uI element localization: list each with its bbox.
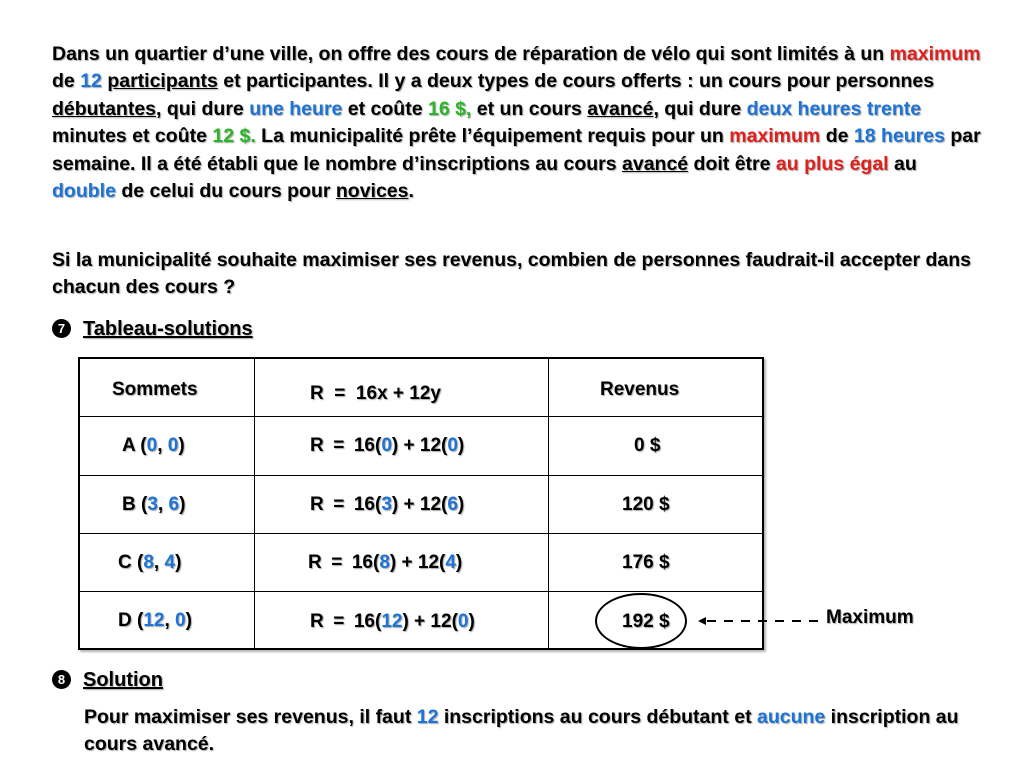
vertex-label: D [118,610,132,631]
table-divider [80,475,762,476]
problem-text: , qui dure [653,97,747,120]
vertex-y: 0 [175,610,186,631]
vertex-x: 12 [143,610,165,631]
highlight-au-plus-egal: au plus égal [775,152,889,175]
highlight-price-16: 16 $, [427,97,472,120]
dashed-arrow-icon [698,614,820,628]
header-sommets: Sommets [112,379,198,400]
formula-part: ) + 12( [402,611,458,632]
vertex-x: 3 [147,494,158,515]
underline-avance: avancé [587,97,654,120]
problem-text: . [408,180,414,203]
formula-cell [310,493,464,517]
vertex-y: 6 [168,494,180,515]
section-heading-solution [52,667,163,693]
highlight-18-heures: 18 heures [853,125,945,148]
problem-statement [52,41,982,205]
table-divider [254,359,255,648]
vertex-y: 0 [167,435,179,456]
formula-eq: = [333,435,345,456]
number-8-badge: 8 [52,670,71,689]
formula-x: 0 [381,435,392,456]
vertex-label: B [122,494,136,515]
formula-part: 16( [353,494,382,515]
number-7-badge: 7 [52,319,71,338]
formula-part: ) [457,435,465,456]
header-formula: R = 16x + 12y [310,383,441,404]
highlight-double: double [52,180,116,203]
highlight-12: 12 [416,706,439,728]
underline-avance: avancé [622,152,689,175]
solution-part: inscription au cours avancé. [84,706,959,756]
formula-eq: = [333,611,345,632]
formula-part: ) [455,552,463,573]
formula-r: R [310,494,324,515]
vertex-label: A [122,435,136,456]
vertex-x: 0 [146,435,158,456]
formula-part: ) + 12( [389,552,446,573]
table-divider [548,359,549,648]
section-title: Solution [83,669,163,691]
highlight-12: 12 [80,70,102,93]
problem-text: et participantes. Il y a deux types de cours offerts : un cours pour personnes [217,70,935,93]
problem-text: par semaine. Il a été établi que le nombre d’inscriptions au cours [52,125,981,175]
vertex-label: C [118,552,132,573]
solution-text [84,704,964,759]
highlight-aucune: aucune [756,706,826,728]
formula-eq: = [333,494,345,515]
formula-cell [308,551,462,575]
problem-text: Dans un quartier d’une ville, on offre des cours de réparation de vélo qui sont limités à un [52,43,890,65]
formula-y: 0 [447,435,458,456]
formula-y: 6 [447,494,458,515]
formula-cell [310,610,475,634]
problem-text: de [820,125,854,148]
problem-text: doit être [688,152,776,175]
revenue-cell: 120 $ [622,494,670,515]
formula-part: ) + 12( [391,494,448,515]
underline-participants: participants [107,70,218,93]
section-heading-tableau [52,316,253,342]
formula-y: 0 [457,611,469,632]
underline-debutantes: débutantes [52,97,157,120]
formula-x: 3 [381,494,392,515]
highlight-price-12: 12 $. [212,125,256,148]
formula-cell [310,434,464,458]
vertex-cell: B (3, 6) [122,494,186,515]
table-divider [80,591,762,592]
formula-part: 16( [351,552,380,573]
formula-part: ) + 12( [391,435,448,456]
formula-part: ) [457,494,465,515]
section-title: Tableau-solutions [83,318,253,340]
formula-x: 12 [381,611,403,632]
highlight-une-heure: une heure [249,97,343,120]
formula-r: R [310,435,324,456]
question-text: Si la municipalité souhaite maximiser ses revenus, combien de personnes faudrait-il accepter dans chacun des cours ? [52,249,971,299]
underline-novices: novices [335,180,409,203]
problem-text: et coûte [342,97,428,120]
table-divider [80,533,762,534]
problem-text: et un cours [471,97,588,120]
problem-text: au [888,152,917,175]
formula-x: 8 [379,552,390,573]
vertex-x: 8 [143,552,154,573]
formula-part: 16( [353,611,382,632]
revenue-cell: 176 $ [622,552,670,573]
solution-part: inscriptions au cours débutant et [438,706,757,728]
formula-r: R [310,611,324,632]
table-divider [80,416,762,417]
solution-part: Pour maximiser ses revenus, il faut [84,706,417,728]
maximum-label: Maximum [826,607,914,628]
formula-y: 4 [445,552,456,573]
vertex-cell: A (0, 0) [122,435,185,456]
problem-text: de celui du cours pour [115,180,336,203]
highlight-maximum: maximum [729,125,821,148]
formula-eq: = [331,552,343,573]
formula-r: R [308,552,322,573]
highlight-deux-heures-trente: deux heures trente [746,97,922,120]
problem-text: minutes et coûte [52,125,213,148]
highlight-maximum: maximum [889,43,981,65]
vertex-cell: D (12, 0) [118,610,192,631]
header-revenus: Revenus [600,379,680,400]
vertex-y: 4 [164,552,176,573]
maximum-highlight-circle [595,593,687,649]
problem-text: , qui dure [156,97,250,120]
formula-part: ) [468,611,475,632]
revenue-cell: 192 $ [622,611,670,632]
problem-text: de [52,70,81,93]
problem-text: La municipalité prête l’équipement requis pour un [255,125,730,148]
revenue-cell: 0 $ [634,435,661,456]
vertex-cell: C (8, 4) [118,552,182,573]
formula-part: 16( [353,435,382,456]
